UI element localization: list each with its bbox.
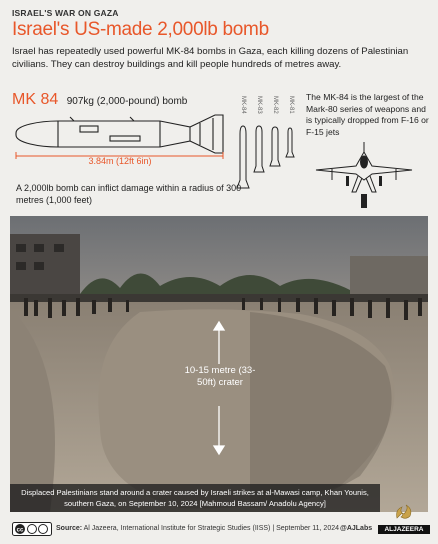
series-label-mk84: MK-84 <box>240 96 246 114</box>
radius-note: A 2,000lb bomb can inflict damage within a radius of 300 metres (1,000 feet) <box>16 183 242 205</box>
subheading: Israel has repeatedly used powerful MK-84 bombs in Gaza, each killing dozens of Palestinian civilians. They can destroy buildings and kill people hundreds of metres away. <box>12 46 409 70</box>
series-label-mk83: MK-83 <box>256 96 262 114</box>
mk81-silhouette <box>286 128 294 157</box>
ajlabs-handle[interactable]: @AJLabs <box>340 525 373 532</box>
length-label: 3.84m (12ft 6in) <box>88 156 152 166</box>
bomb-name: MK 84 <box>12 91 59 108</box>
series-label-mk82: MK-82 <box>272 96 278 114</box>
series-description: The MK-84 is the largest of the Mark-80 series of weapons and is typically dropped from F-16 or F-15 jets <box>306 92 429 137</box>
aljazeera-logo <box>378 504 430 534</box>
bomb-weight: 907kg (2,000-pound) bomb <box>66 96 188 107</box>
aljazeera-logo-text: ALJAZEERA <box>378 525 430 534</box>
f16-jet-illustration <box>312 140 416 212</box>
crater-size-label: 10-15 metre (33-50ft) crater <box>184 365 256 388</box>
creative-commons-icon <box>12 522 52 536</box>
source-line <box>56 525 339 532</box>
series-label-mk81: MK-81 <box>288 96 294 114</box>
mk83-silhouette <box>254 126 264 172</box>
mark-80-series-illustration <box>232 90 304 198</box>
aljazeera-logo-icon <box>393 504 415 522</box>
kicker: ISRAEL'S WAR ON GAZA <box>12 8 119 18</box>
mk84-bomb-illustration <box>10 111 235 159</box>
crater-scene <box>10 216 428 512</box>
bomb-title <box>12 91 187 109</box>
source-label: Source: <box>56 525 83 532</box>
page-title: Israel's US-made 2,000lb bomb <box>12 19 269 40</box>
footer <box>12 522 430 538</box>
source-text: Al Jazeera, International Institute for Strategic Studies (IISS) | September 11, 2024 <box>83 525 340 532</box>
photo-caption: Displaced Palestinians stand around a crater caused by Israeli strikes at al-Mawasi camp, Khan Younis, southern Gaza, on September 10, 2024 [Mahmoud Bassam/ Anadolu Agency] <box>10 484 380 512</box>
crater-photo <box>10 216 428 512</box>
mk82-silhouette <box>270 127 280 166</box>
license-label: cc <box>16 527 24 534</box>
mk84-silhouette <box>237 126 249 188</box>
